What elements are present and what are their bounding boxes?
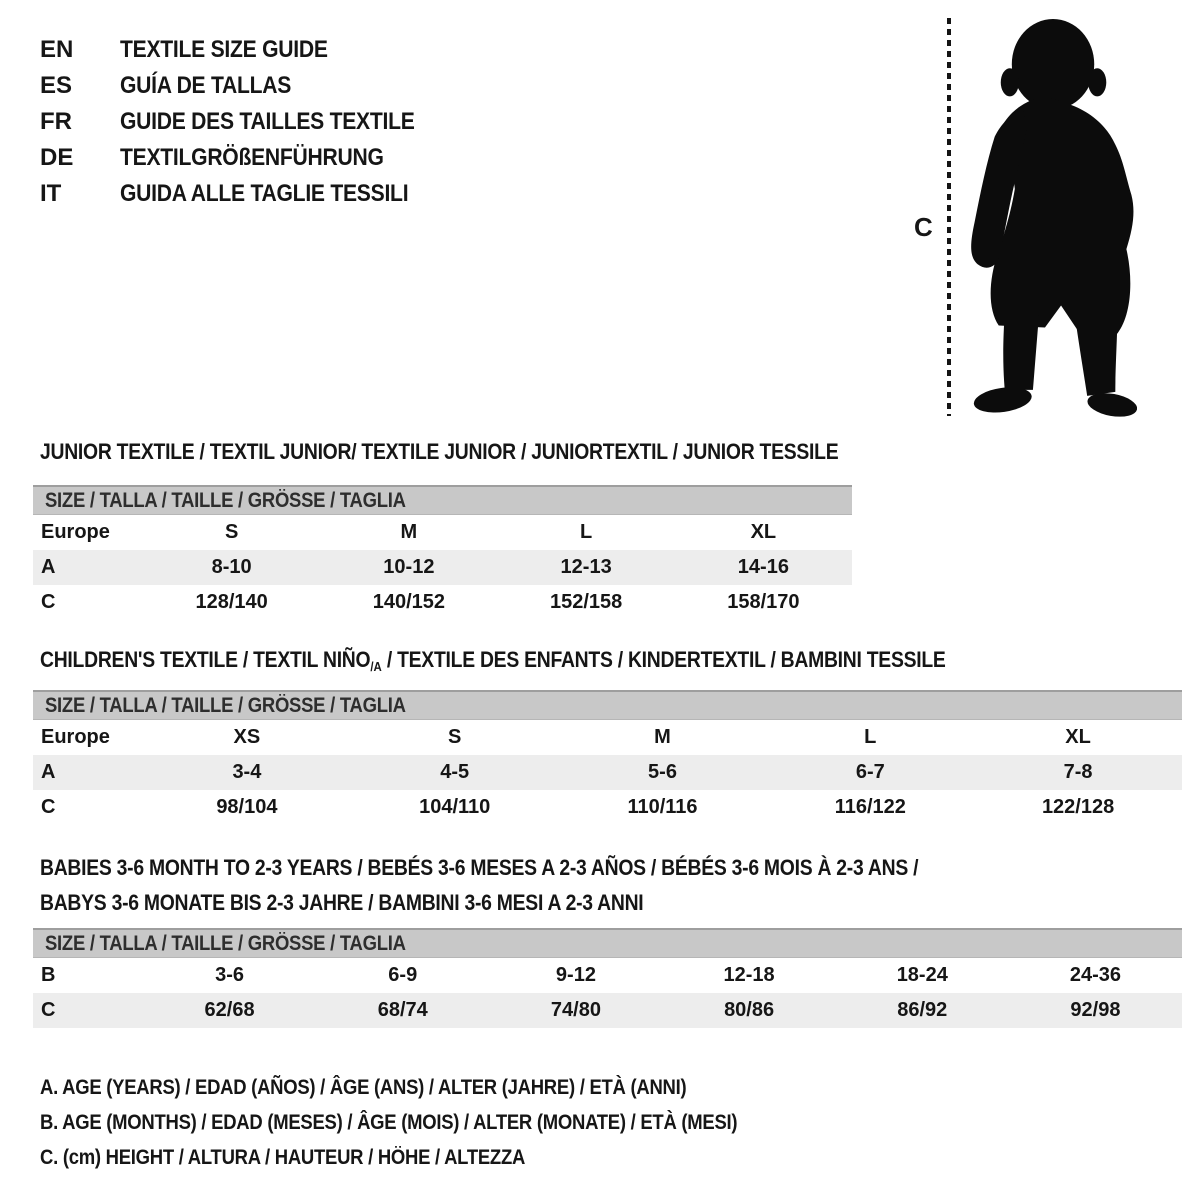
age-cell: 10-12 — [383, 556, 435, 578]
row-label: B — [41, 964, 56, 986]
guide-title-es: GUÍA DE TALLAS — [120, 72, 292, 99]
table-row-europe — [33, 720, 1182, 755]
age-cell: 8-10 — [211, 556, 252, 578]
heading-part: CHILDREN'S TEXTILE / TEXTIL NIÑO — [40, 647, 371, 672]
height-cell: 116/122 — [834, 796, 906, 818]
age-cell: 6-7 — [855, 761, 885, 783]
language-row — [40, 140, 455, 176]
size-header-bar — [33, 928, 1182, 958]
note-text: C. (cm) HEIGHT / ALTURA / HAUTEUR / HÖHE / ALTEZZA — [40, 1145, 526, 1169]
table-row-age-months — [33, 958, 1182, 993]
height-cell: 110/116 — [627, 796, 698, 818]
age-cell: 6-9 — [388, 964, 418, 986]
size-header-bar — [33, 485, 852, 515]
size-cell: M — [400, 521, 418, 543]
row-label: A — [41, 761, 56, 783]
babies-heading-line1: BABIES 3-6 MONTH TO 2-3 YEARS / BEBÉS 3-6 MESES A 2-3 AÑOS / BÉBÉS 3-6 MOIS À 2-3 ANS / — [40, 855, 919, 880]
row-label: Europe — [41, 726, 110, 748]
size-cell: XL — [750, 521, 777, 543]
child-silhouette-icon — [963, 16, 1137, 418]
age-cell: 12-18 — [723, 964, 775, 986]
age-cell: 12-13 — [560, 556, 612, 578]
height-cell: 74/80 — [550, 999, 601, 1021]
babies-section-heading — [40, 850, 1038, 920]
height-cell: 104/110 — [419, 796, 491, 818]
height-cell: 92/98 — [1070, 999, 1121, 1021]
height-measure-label: C — [914, 212, 933, 242]
size-cell: XL — [1065, 726, 1091, 748]
age-cell: 7-8 — [1063, 761, 1093, 783]
height-cell: 80/86 — [724, 999, 775, 1021]
language-code: DE — [40, 144, 74, 171]
language-code: FR — [40, 108, 72, 135]
children-size-table — [33, 690, 1182, 825]
size-cell: L — [864, 726, 877, 748]
table-row-height — [33, 585, 852, 620]
children-section-heading-text — [40, 642, 946, 684]
note-text: B. AGE (MONTHS) / EDAD (MESES) / ÂGE (MOIS) / ALTER (MONATE) / ETÀ (MESI) — [40, 1110, 738, 1134]
height-cell: 98/104 — [216, 796, 278, 818]
guide-title-en: TEXTILE SIZE GUIDE — [120, 36, 328, 63]
table-row-age — [33, 550, 852, 585]
height-cell: 140/152 — [372, 591, 446, 613]
age-cell: 14-16 — [737, 556, 789, 578]
guide-title-fr: GUIDE DES TAILLES TEXTILE — [120, 108, 415, 135]
size-header-bar — [33, 690, 1182, 720]
babies-heading-line2: BABYS 3-6 MONATE BIS 2-3 JAHRE / BAMBINI 3-6 MESI A 2-3 ANNI — [40, 890, 644, 915]
size-cell: M — [654, 726, 671, 748]
guide-title-de: TEXTILGRÖßENFÜHRUNG — [120, 144, 384, 171]
height-cell: 86/92 — [897, 999, 948, 1021]
age-cell: 4-5 — [440, 761, 470, 783]
size-cell: L — [580, 521, 593, 543]
age-cell: 9-12 — [555, 964, 596, 986]
note-line-a — [40, 1070, 832, 1105]
note-line-c — [40, 1140, 832, 1175]
language-row — [40, 104, 455, 140]
table-row-europe — [33, 515, 852, 550]
age-cell: 3-6 — [215, 964, 245, 986]
babies-size-table — [33, 928, 1182, 1028]
language-code: EN — [40, 36, 74, 63]
size-cell: S — [448, 726, 462, 748]
language-row — [40, 32, 455, 68]
table-row-height — [33, 993, 1182, 1028]
row-label: C — [41, 999, 56, 1021]
language-row — [40, 68, 455, 104]
junior-size-table — [33, 485, 852, 620]
heading-part: / TEXTILE DES ENFANTS / KINDERTEXTIL / BAMBINI TESSILE — [381, 647, 946, 672]
heading-subscript: /A — [370, 659, 382, 674]
height-cell: 158/170 — [727, 591, 800, 613]
language-code: IT — [40, 180, 62, 207]
height-dashed-line — [947, 18, 951, 416]
height-cell: 152/158 — [549, 591, 623, 613]
row-label: Europe — [41, 521, 110, 543]
height-cell: 128/140 — [195, 591, 268, 613]
age-cell: 3-4 — [232, 761, 262, 783]
height-cell: 62/68 — [204, 999, 255, 1021]
age-cell: 24-36 — [1069, 964, 1122, 986]
junior-section-heading-text: JUNIOR TEXTILE / TEXTIL JUNIOR/ TEXTILE JUNIOR / JUNIORTEXTIL / JUNIOR TESSILE — [40, 439, 839, 464]
age-cell: 18-24 — [896, 964, 948, 986]
size-cell: XS — [233, 726, 261, 748]
language-code: ES — [40, 72, 73, 99]
row-label: C — [41, 796, 56, 818]
legend-notes — [40, 1070, 832, 1175]
table-row-age — [33, 755, 1182, 790]
table-row-height — [33, 790, 1182, 825]
language-row — [40, 176, 455, 212]
size-header-label: SIZE / TALLA / TAILLE / GRÖSSE / TAGLIA — [45, 488, 406, 512]
size-cell: S — [224, 521, 239, 543]
row-label: A — [41, 556, 56, 578]
height-cell: 122/128 — [1041, 796, 1115, 818]
size-header-label: SIZE / TALLA / TAILLE / GRÖSSE / TAGLIA — [45, 931, 406, 955]
children-section-heading — [40, 642, 1069, 684]
language-title-list — [40, 32, 455, 212]
row-label: C — [41, 591, 56, 613]
age-cell: 5-6 — [648, 761, 677, 783]
note-text: A. AGE (YEARS) / EDAD (AÑOS) / ÂGE (ANS) / ALTER (JAHRE) / ETÀ (ANNI) — [40, 1075, 687, 1099]
junior-section-heading — [40, 434, 947, 469]
note-line-b — [40, 1105, 832, 1140]
size-header-label: SIZE / TALLA / TAILLE / GRÖSSE / TAGLIA — [45, 693, 406, 717]
guide-title-it: GUIDA ALLE TAGLIE TESSILI — [120, 180, 409, 207]
height-cell: 68/74 — [377, 999, 428, 1021]
